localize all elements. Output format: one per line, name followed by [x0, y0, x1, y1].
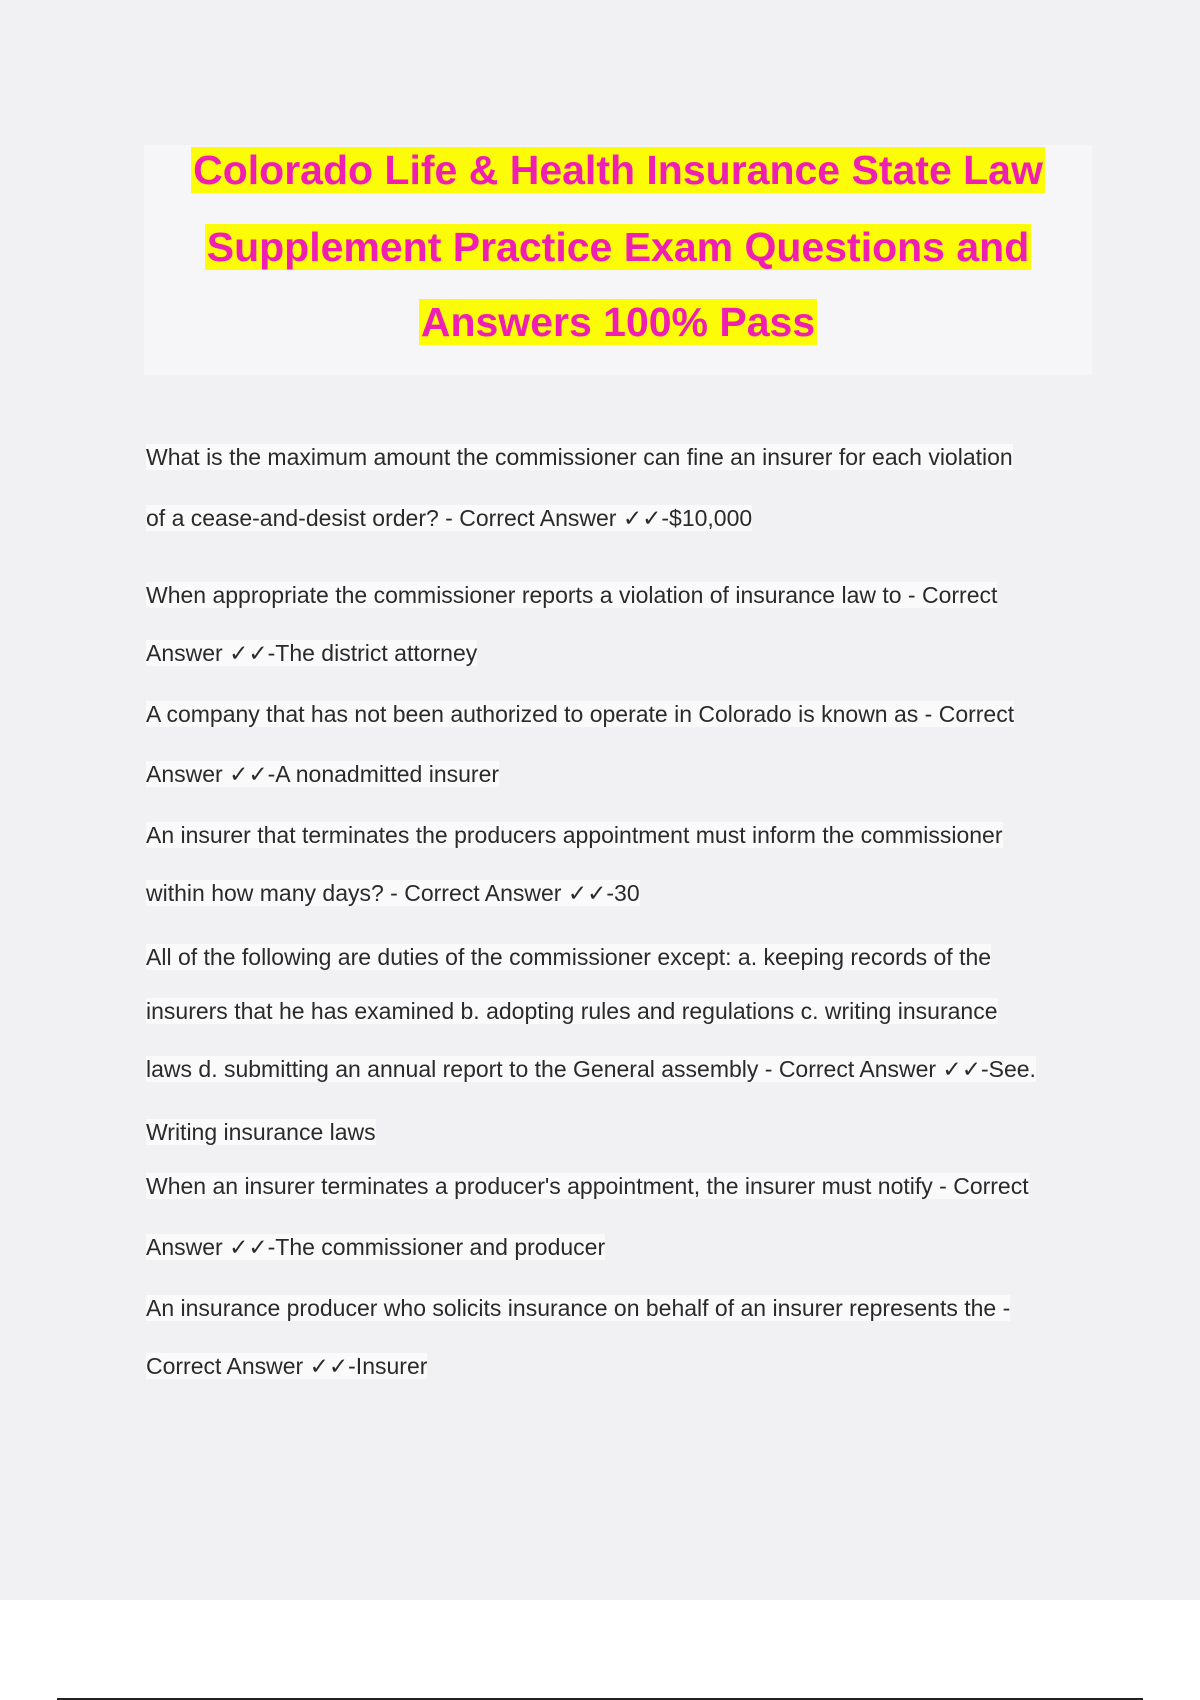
text-line-11-content: laws d. submitting an annual report to the General assembly - Correct Answer ✓✓-See. — [146, 1056, 1036, 1082]
text-line-13 — [146, 1173, 1086, 1200]
text-line-8 — [146, 880, 1086, 907]
title-line-3-text: Answers 100% Pass — [420, 299, 816, 345]
text-line-2 — [146, 505, 1086, 532]
text-line-11 — [146, 1056, 1086, 1083]
text-line-5 — [146, 701, 1086, 728]
title-line-2-text: Supplement Practice Exam Questions and — [206, 224, 1030, 270]
text-line-15 — [146, 1295, 1086, 1322]
text-line-9 — [146, 944, 1086, 971]
text-line-16 — [146, 1353, 1086, 1380]
title-line-1-text: Colorado Life & Health Insurance State Law — [193, 147, 1043, 193]
text-line-12 — [146, 1119, 1086, 1146]
text-line-3 — [146, 582, 1086, 609]
text-line-5-content: A company that has not been authorized to operate in Colorado is known as - Correct — [146, 701, 1015, 727]
text-line-8-content: within how many days? - Correct Answer ✓✓-30 — [146, 880, 640, 906]
text-line-14-content: Answer ✓✓-The commissioner and producer — [146, 1234, 606, 1260]
text-line-1-content: What is the maximum amount the commissioner can fine an insurer for each violation — [146, 444, 1013, 470]
text-line-15-content: An insurance producer who solicits insurance on behalf of an insurer represents the - — [146, 1295, 1011, 1321]
text-line-10 — [146, 998, 1086, 1025]
text-line-6-content: Answer ✓✓-A nonadmitted insurer — [146, 761, 500, 787]
text-line-16-content: Correct Answer ✓✓-Insurer — [146, 1353, 428, 1379]
text-line-2-content: of a cease-and-desist order? - Correct Answer ✓✓-$10,000 — [146, 505, 753, 531]
text-line-10-content: insurers that he has examined b. adopting rules and regulations c. writing insurance — [146, 998, 998, 1024]
title-line-3 — [144, 297, 1092, 347]
text-line-7 — [146, 822, 1086, 849]
title-block — [144, 145, 1092, 375]
text-line-9-content: All of the following are duties of the commissioner except: a. keeping records of the — [146, 944, 992, 970]
text-line-3-content: When appropriate the commissioner reports a violation of insurance law to - Correct — [146, 582, 998, 608]
text-line-4-content: Answer ✓✓-The district attorney — [146, 640, 478, 666]
text-line-13-content: When an insurer terminates a producer's appointment, the insurer must notify - Correct — [146, 1173, 1029, 1199]
text-line-12-content: Writing insurance laws — [146, 1119, 376, 1145]
text-line-6 — [146, 761, 1086, 788]
text-line-7-content: An insurer that terminates the producers appointment must inform the commissioner — [146, 822, 1003, 848]
title-line-1 — [144, 145, 1092, 195]
text-line-14 — [146, 1234, 1086, 1261]
text-line-1 — [146, 444, 1086, 471]
text-line-4 — [146, 640, 1086, 667]
title-line-2 — [144, 222, 1092, 272]
